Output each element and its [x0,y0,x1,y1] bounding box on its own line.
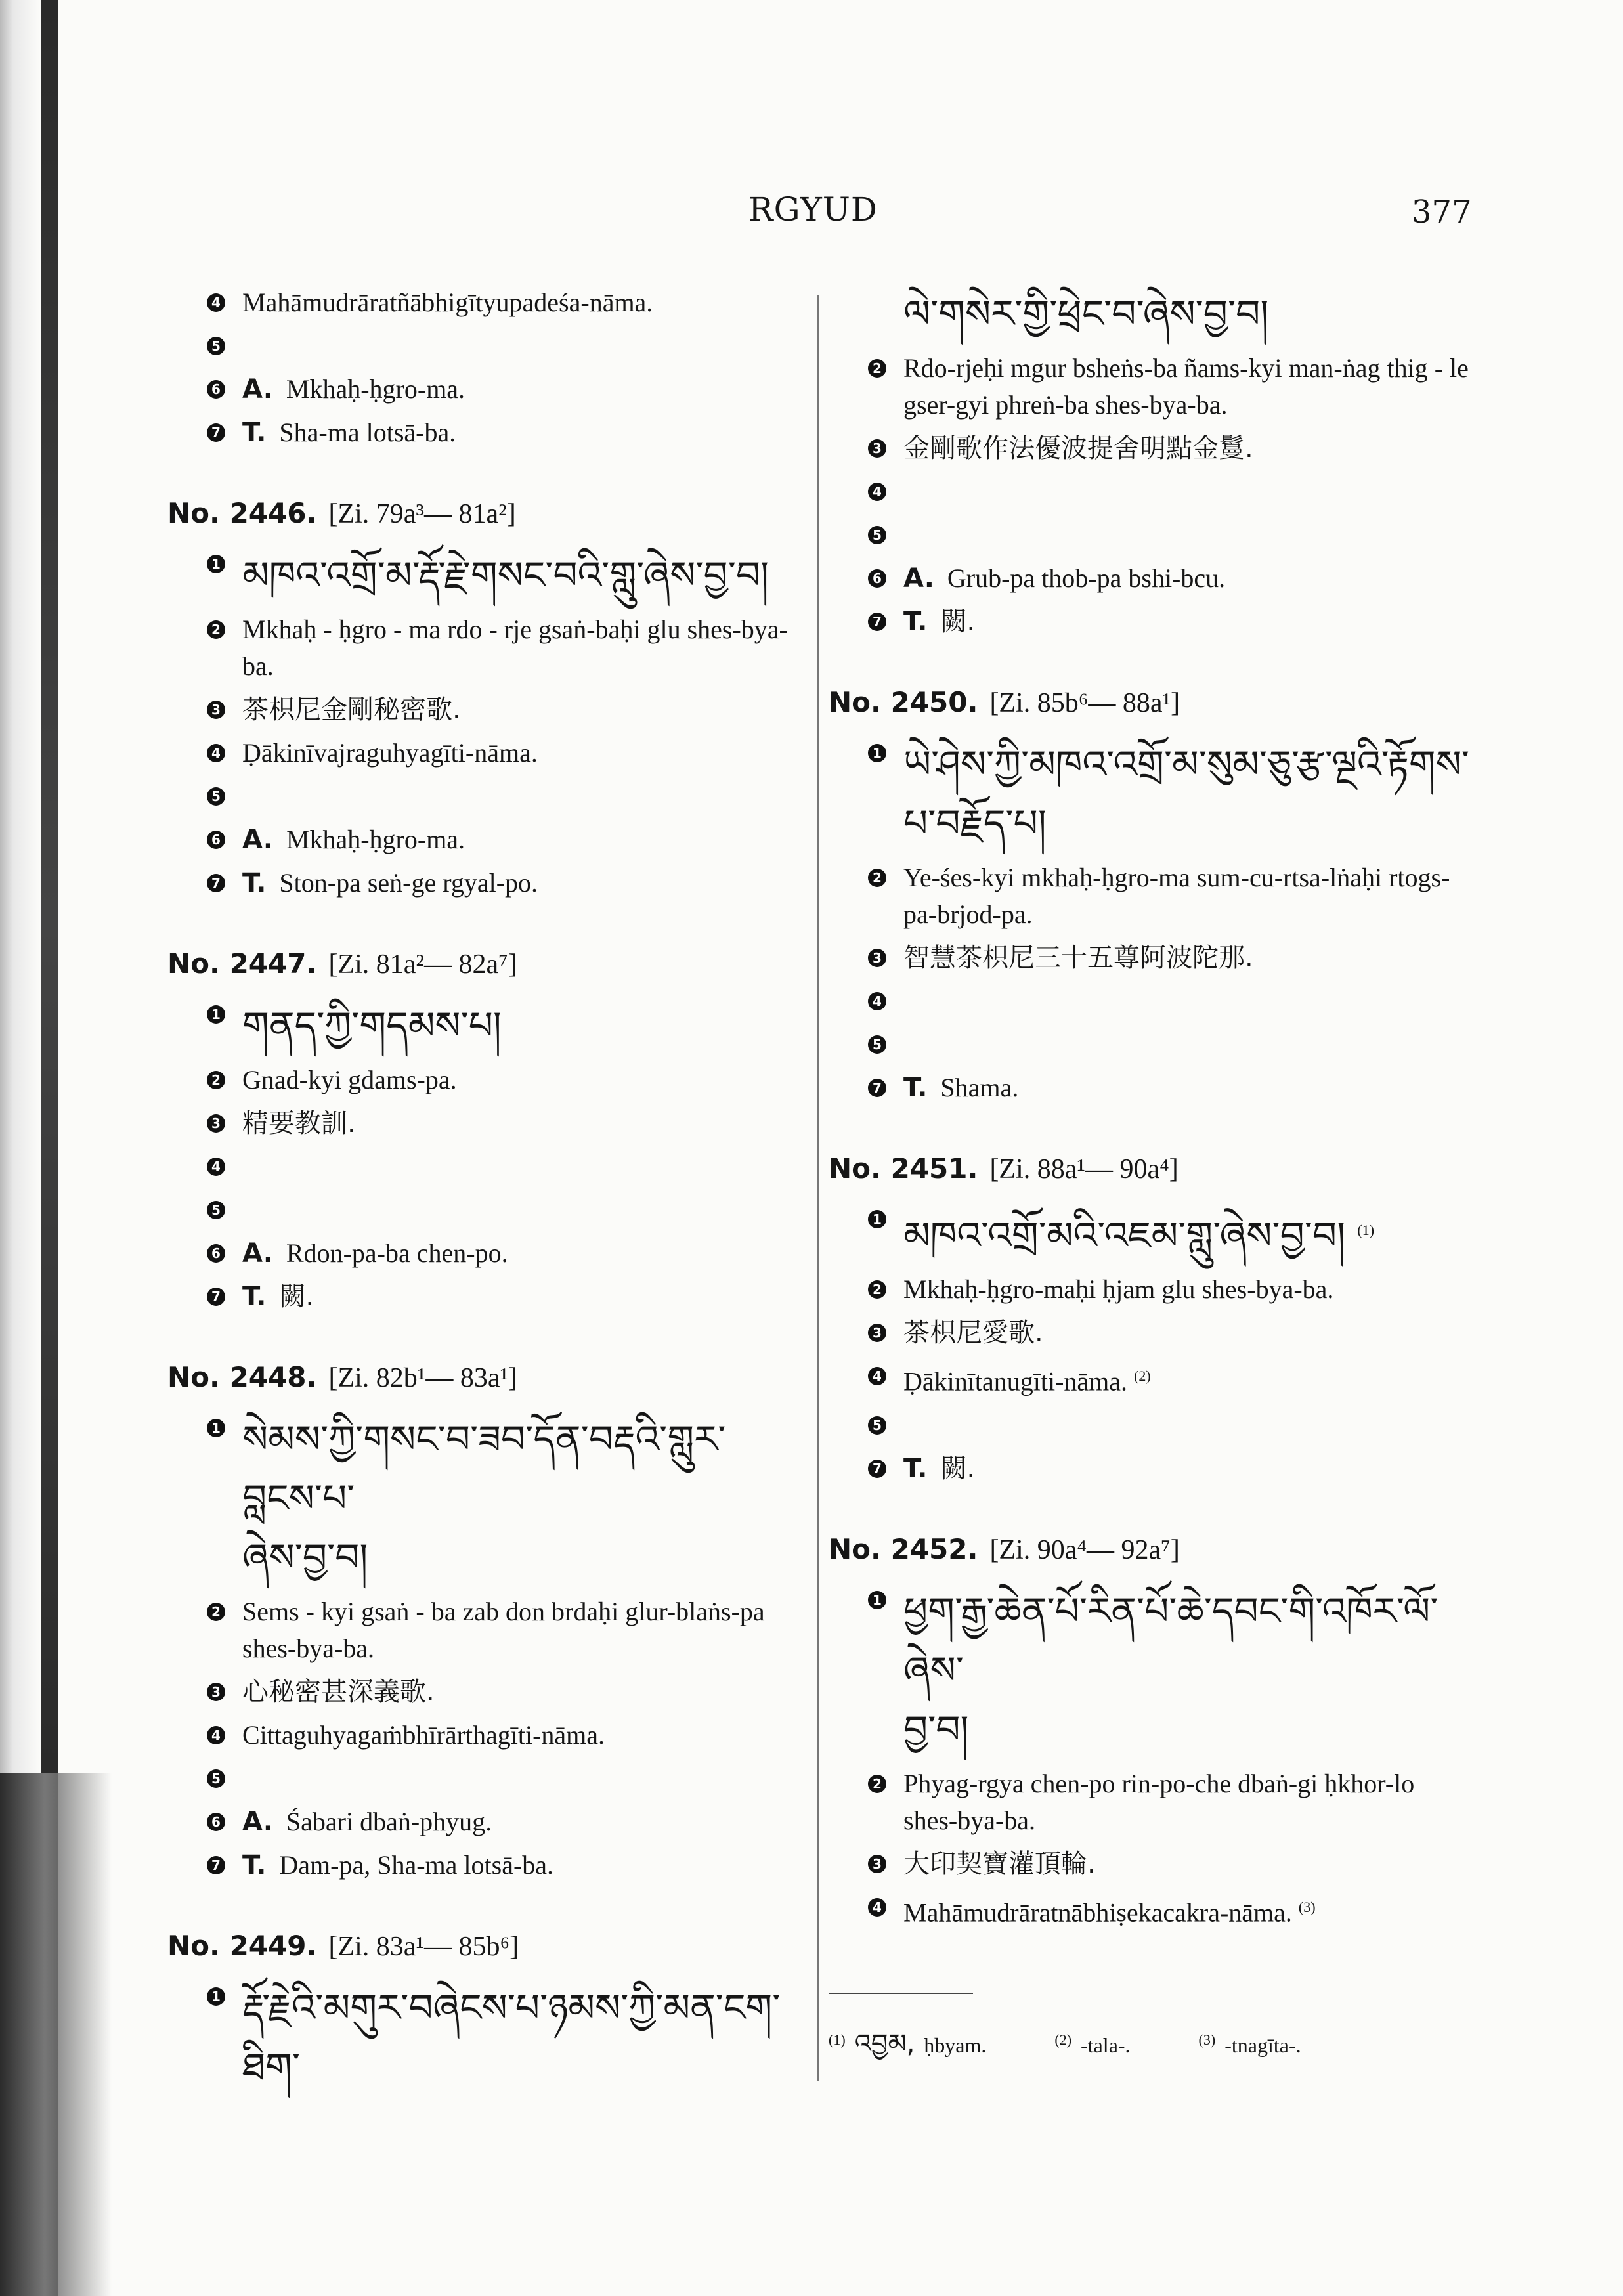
footnote-ref: (2) [1134,1368,1151,1385]
marker-3: 3 [868,439,886,458]
marker-2: 2 [868,1280,886,1299]
marker-7: 7 [868,1079,886,1097]
marker-4: 4 [207,293,225,312]
entry-line [167,1192,804,1228]
entry-line: 7 T. Sha-ma lotsā-ba. [167,414,804,451]
transliteration: 2 Sems - kyi gsaṅ - ba zab don brdaḥi glur-blaṅs-pa shes-bya-ba. [167,1593,804,1667]
marker-1: 1 [868,1210,886,1228]
entry-line [167,328,804,364]
tibetan-title: 1 ཡེ་ཤེས་ཀྱི་མཁའ་འགྲོ་མ་སུམ་ཅུ་རྩ་ལྔའི་རྟོགས་ པ་བརྗོད་པ། [829,735,1472,853]
entry-line [829,473,1472,510]
marker-1: 1 [207,1005,225,1024]
marker-1: 1 [207,1419,225,1437]
entry-line [167,1148,804,1185]
entry-heading-2447: No. 2447. [Zi. 81a²— 82a⁷] [167,947,517,980]
entry-line: 6 A. Mkhaḥ-ḥgro-ma. [167,371,804,408]
marker-7: 7 [207,423,225,442]
running-header: RGYUD [748,190,878,228]
footnote-ref: (1) [1357,1222,1375,1238]
tibetan-title-continued: ལེ་གསེར་གྱི་ཕྲེང་བ་ཞེས་བྱ་བ། [903,292,1269,336]
right-column [829,279,1472,1938]
marker-3: 3 [868,1855,886,1873]
marker-3: 3 [207,1683,225,1701]
marker-4: 4 [207,1158,225,1176]
chinese-title: 3 茶枳尼愛歌. [829,1314,1472,1351]
marker-6: 6 [207,831,225,849]
marker-5: 5 [207,1769,225,1788]
marker-1: 1 [868,744,886,762]
translator-line: 7 T. 闕. [167,1278,804,1315]
translator-line: 7 T. 闕. [829,603,1472,640]
footnotes [829,1993,1472,2088]
tibetan-title: 1 ཕྱག་རྒྱ་ཆེན་པོ་རིན་པོ་ཆེ་དབང་གི་འཁོར་ལོ་ཞེས་ བྱ་བ། [829,1582,1472,1759]
marker-3: 3 [868,949,886,967]
entry-heading-2449: No. 2449. [Zi. 83a¹— 85b⁶] [167,1930,519,1962]
marker-4: 4 [207,1726,225,1744]
transliteration: 2 Mkhaḥ - ḥgro - ma rdo - rje gsaṅ-baḥi glu shes-bya-ba. [167,611,804,685]
translator-line: 7 T. Dam-pa, Sha-ma lotsā-ba. [167,1847,804,1884]
marker-2: 2 [868,359,886,378]
marker-4: 4 [868,992,886,1010]
marker-3: 3 [207,701,225,719]
tibetan-title: 1 མཁའ་འགྲོ་མ་རྡོ་རྗེ་གསང་བའི་གླུ་ཞེས་བྱ་བ། [167,546,804,605]
marker-4: 4 [868,1898,886,1917]
marker-4: 4 [868,1367,886,1385]
entry-line [829,1026,1472,1063]
marker-5: 5 [868,1416,886,1435]
scan-smudge [0,1773,112,2296]
marker-5: 5 [868,526,886,544]
marker-6: 6 [207,1813,225,1831]
transliteration: 2 Rdo-rjeḥi mgur bsheṅs-ba ñams-kyi man-ṅag thig - le gser-gyi phreṅ-ba shes-bya-ba. [829,350,1472,423]
entry-heading-2446: No. 2446. [Zi. 79a³— 81a²] [167,497,516,529]
transliteration: 2 Ye-śes-kyi mkhaḥ-ḥgro-ma sum-cu-rtsa-lṅaḥi rtogs-pa-brjod-pa. [829,859,1472,933]
entry-line [829,983,1472,1020]
marker-2: 2 [868,1775,886,1793]
chinese-title: 3 茶枳尼金剛秘密歌. [167,691,804,728]
marker-1: 1 [868,1591,886,1609]
footnote-rule [829,1993,973,1994]
marker-6: 6 [868,569,886,588]
footnote-line: $^{(1)}$ འབྱམ, ḥbyam. $^{(2)}$ -tala-. $^{(3)}$ -tnagīta-. [829,2029,1301,2059]
entry-line [829,517,1472,553]
marker-3: 3 [868,1324,886,1342]
marker-2: 2 [868,869,886,887]
entry-heading-2451: No. 2451. [Zi. 88a¹— 90a⁴] [829,1152,1179,1184]
marker-2: 2 [207,1071,225,1089]
translator-line: 7 T. Ston-pa seṅ-ge rgyal-po. [167,865,804,901]
chinese-title: 3 精要教訓. [167,1105,804,1142]
translator-line: 7 T. 闕. [829,1450,1472,1487]
entry-line [829,1407,1472,1444]
tibetan-title: 1 རྡོ་རྗེའི་མགུར་བཞེངས་པ་ཉམས་ཀྱི་མན་ངག་ཐིག་ [167,1978,804,2096]
transliteration: 2 Phyag-rgya chen-po rin-po-che dbaṅ-gi ḥkhor-lo shes-bya-ba. [829,1765,1472,1839]
footnote-ref: (3) [1298,1898,1316,1915]
sanskrit-title: 4 Mahāmudrāratnābhiṣekacakra-nāma. $^{(3)}$ [829,1889,1472,1931]
marker-5: 5 [207,787,225,806]
marker-5: 5 [207,1201,225,1219]
marker-6: 6 [207,1244,225,1263]
chinese-title: 3 心秘密甚深義歌. [167,1674,804,1710]
tibetan-title: 1 སེམས་ཀྱི་གསང་བ་ཟབ་དོན་བརྡའི་གླུར་བླངས་པ་ ཞེས་བྱ་བ། [167,1410,804,1587]
marker-5: 5 [207,337,225,355]
chinese-title: 3 大印契寶灌頂輪. [829,1846,1472,1882]
entry-heading-2448: No. 2448. [Zi. 82b¹— 83a¹] [167,1361,518,1393]
marker-2: 2 [207,620,225,639]
column-divider [817,295,819,2081]
marker-1: 1 [207,555,225,573]
translator-line: 7 T. Shama. [829,1070,1472,1106]
marker-7: 7 [868,1460,886,1478]
marker-7: 7 [207,1856,225,1874]
marker-4: 4 [207,744,225,762]
page-number: 377 [1412,194,1472,230]
author-line: 6 A. Rdon-pa-ba chen-po. [167,1235,804,1272]
sanskrit-title: 4 Ḍākinīvajraguhyagīti-nāma. [167,735,804,771]
marker-6: 6 [207,380,225,399]
marker-7: 7 [207,1288,225,1306]
tibetan-title: 1 མཁའ་འགྲོ་མའི་འཇམ་གླུ་ཞེས་བྱ་བ། $^{(1)}$ [829,1201,1472,1265]
transliteration: 2 Mkhaḥ-ḥgro-maḥi ḥjam glu shes-bya-ba. [829,1271,1472,1308]
entry-heading-2452: No. 2452. [Zi. 90a⁴— 92a⁷] [829,1532,1180,1565]
marker-4: 4 [868,483,886,501]
author-line: 6 A. Grub-pa thob-pa bshi-bcu. [829,560,1472,597]
author-line: 6 A. Mkhaḥ-ḥgro-ma. [167,821,804,858]
tibetan-title: 1 གནད་ཀྱི་གདམས་པ། [167,996,804,1055]
marker-2: 2 [207,1603,225,1621]
entry-line [167,778,804,815]
entry-heading-2450: No. 2450. [Zi. 85b⁶— 88a¹] [829,686,1180,718]
sanskrit-title: 4 Cittaguhyagaṁbhīrārthagīti-nāma. [167,1717,804,1754]
marker-7: 7 [207,874,225,892]
marker-7: 7 [868,613,886,631]
marker-3: 3 [207,1114,225,1133]
marker-5: 5 [868,1035,886,1054]
sanskrit-title: 4 Ḍākinītanugīti-nāma. $^{(2)}$ [829,1358,1472,1400]
chinese-title: 3 智慧茶枳尼三十五尊阿波陀那. [829,940,1472,976]
left-column [167,279,804,2103]
marker-1: 1 [207,1987,225,2006]
entry-line: 4 Mahāmudrāratñābhigītyupadeśa-nāma. [167,284,804,321]
entry-line [167,1760,804,1797]
transliteration: 2 Gnad-kyi gdams-pa. [167,1062,804,1098]
chinese-title: 3 金剛歌作法優波提舍明點金鬘. [829,430,1472,467]
author-line: 6 A. Śabari dbaṅ-phyug. [167,1804,804,1840]
